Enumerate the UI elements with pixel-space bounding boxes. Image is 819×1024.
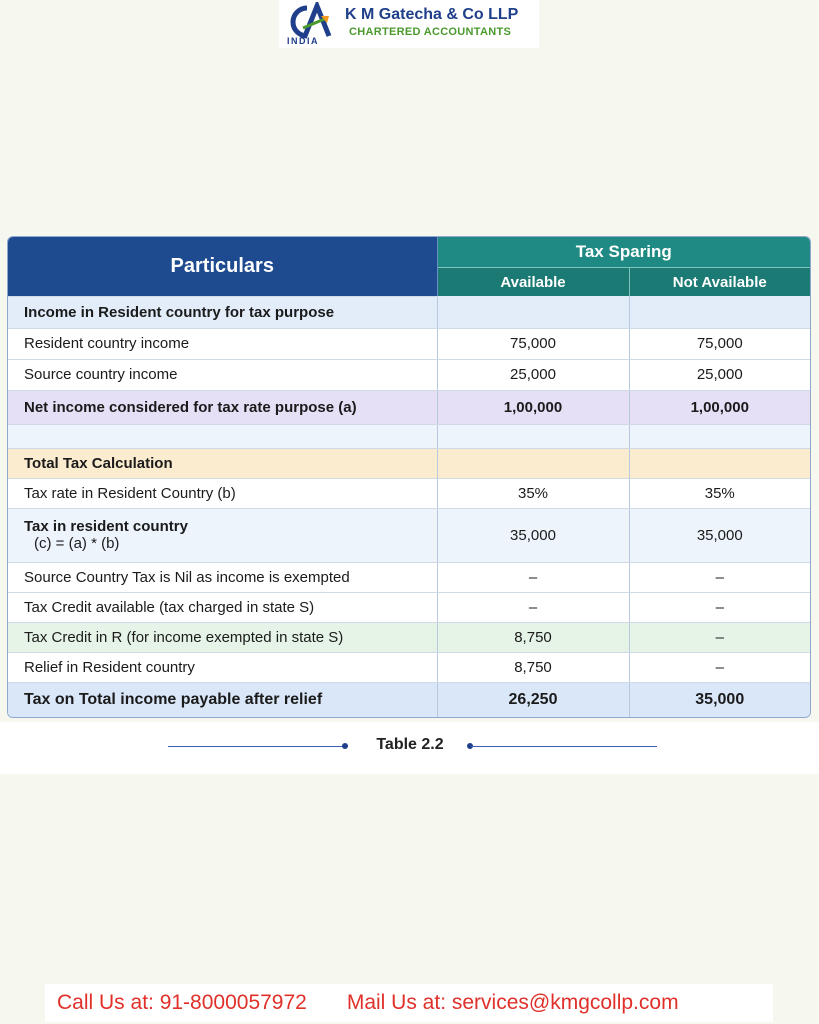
row-label: Source Country Tax is Nil as income is exempted [8, 562, 437, 592]
cell-available: 75,000 [437, 328, 629, 359]
cell-available [437, 448, 629, 478]
cell-not-available [629, 448, 810, 478]
row-label-main: Tax in resident country [24, 518, 188, 535]
header-available: Available [437, 268, 629, 297]
cell-available: 25,000 [437, 359, 629, 390]
table-row [8, 622, 810, 652]
row-label-formula: (c) = (a) * (b) [34, 535, 120, 552]
cell-available: – [437, 562, 629, 592]
cell-not-available: 35% [629, 478, 810, 508]
table-row [8, 652, 810, 682]
table-row-total [8, 682, 810, 717]
row-label: Relief in Resident country [8, 652, 437, 682]
row-label [8, 424, 437, 448]
caption-line-left [168, 746, 346, 747]
mail-us-text: Mail Us at: services@kmgcollp.com [346, 991, 679, 1014]
cell-available: 35% [437, 478, 629, 508]
section-heading-income: Income in Resident country for tax purpose [8, 296, 437, 328]
cell-not-available: 35,000 [629, 508, 810, 562]
row-label [8, 508, 437, 562]
row-label: Tax Credit available (tax charged in state S) [8, 592, 437, 622]
caption-dot-left [342, 743, 348, 749]
cell-available: 8,750 [437, 622, 629, 652]
caption-line-right [471, 746, 657, 747]
table-row [8, 390, 810, 424]
row-label: Tax on Total income payable after relief [8, 682, 437, 717]
cell-not-available: 1,00,000 [629, 390, 810, 424]
table-row [8, 562, 810, 592]
table-row [8, 508, 810, 562]
cell-not-available [629, 296, 810, 328]
row-label: Tax rate in Resident Country (b) [8, 478, 437, 508]
table-row [8, 296, 810, 328]
cell-not-available: – [629, 622, 810, 652]
cell-not-available: – [629, 592, 810, 622]
contact-footer [45, 984, 773, 1022]
tax-sparing-table [7, 236, 811, 718]
cell-available: 26,250 [437, 682, 629, 717]
cell-not-available: – [629, 652, 810, 682]
cell-not-available: 75,000 [629, 328, 810, 359]
table-row [8, 592, 810, 622]
table-row [8, 478, 810, 508]
cell-available [437, 296, 629, 328]
firm-name: K M Gatecha & Co LLP [345, 6, 519, 23]
header-not-available: Not Available [629, 268, 810, 297]
cell-available: 8,750 [437, 652, 629, 682]
table-row [8, 359, 810, 390]
header-tax-sparing: Tax Sparing [437, 237, 810, 268]
call-us-text: Call Us at: 91-8000057972 [57, 991, 307, 1014]
cell-available: 1,00,000 [437, 390, 629, 424]
firm-logo [279, 0, 539, 48]
row-label: Net income considered for tax rate purpose (a) [8, 390, 437, 424]
cell-not-available: – [629, 562, 810, 592]
row-label: Source country income [8, 359, 437, 390]
row-label: Tax Credit in R (for income exempted in state S) [8, 622, 437, 652]
cell-not-available: 25,000 [629, 359, 810, 390]
header-particulars: Particulars [8, 237, 437, 296]
cell-available [437, 424, 629, 448]
table-row-spacer [8, 424, 810, 448]
cell-not-available [629, 424, 810, 448]
cell-available: – [437, 592, 629, 622]
cell-available: 35,000 [437, 508, 629, 562]
table-caption: Table 2.2 [376, 736, 444, 753]
section-heading-tax: Total Tax Calculation [8, 448, 437, 478]
row-label: Resident country income [8, 328, 437, 359]
cell-not-available: 35,000 [629, 682, 810, 717]
table-row [8, 328, 810, 359]
firm-subtitle: CHARTERED ACCOUNTANTS [349, 26, 512, 38]
logo-country: INDIA [287, 36, 319, 46]
table-row [8, 448, 810, 478]
